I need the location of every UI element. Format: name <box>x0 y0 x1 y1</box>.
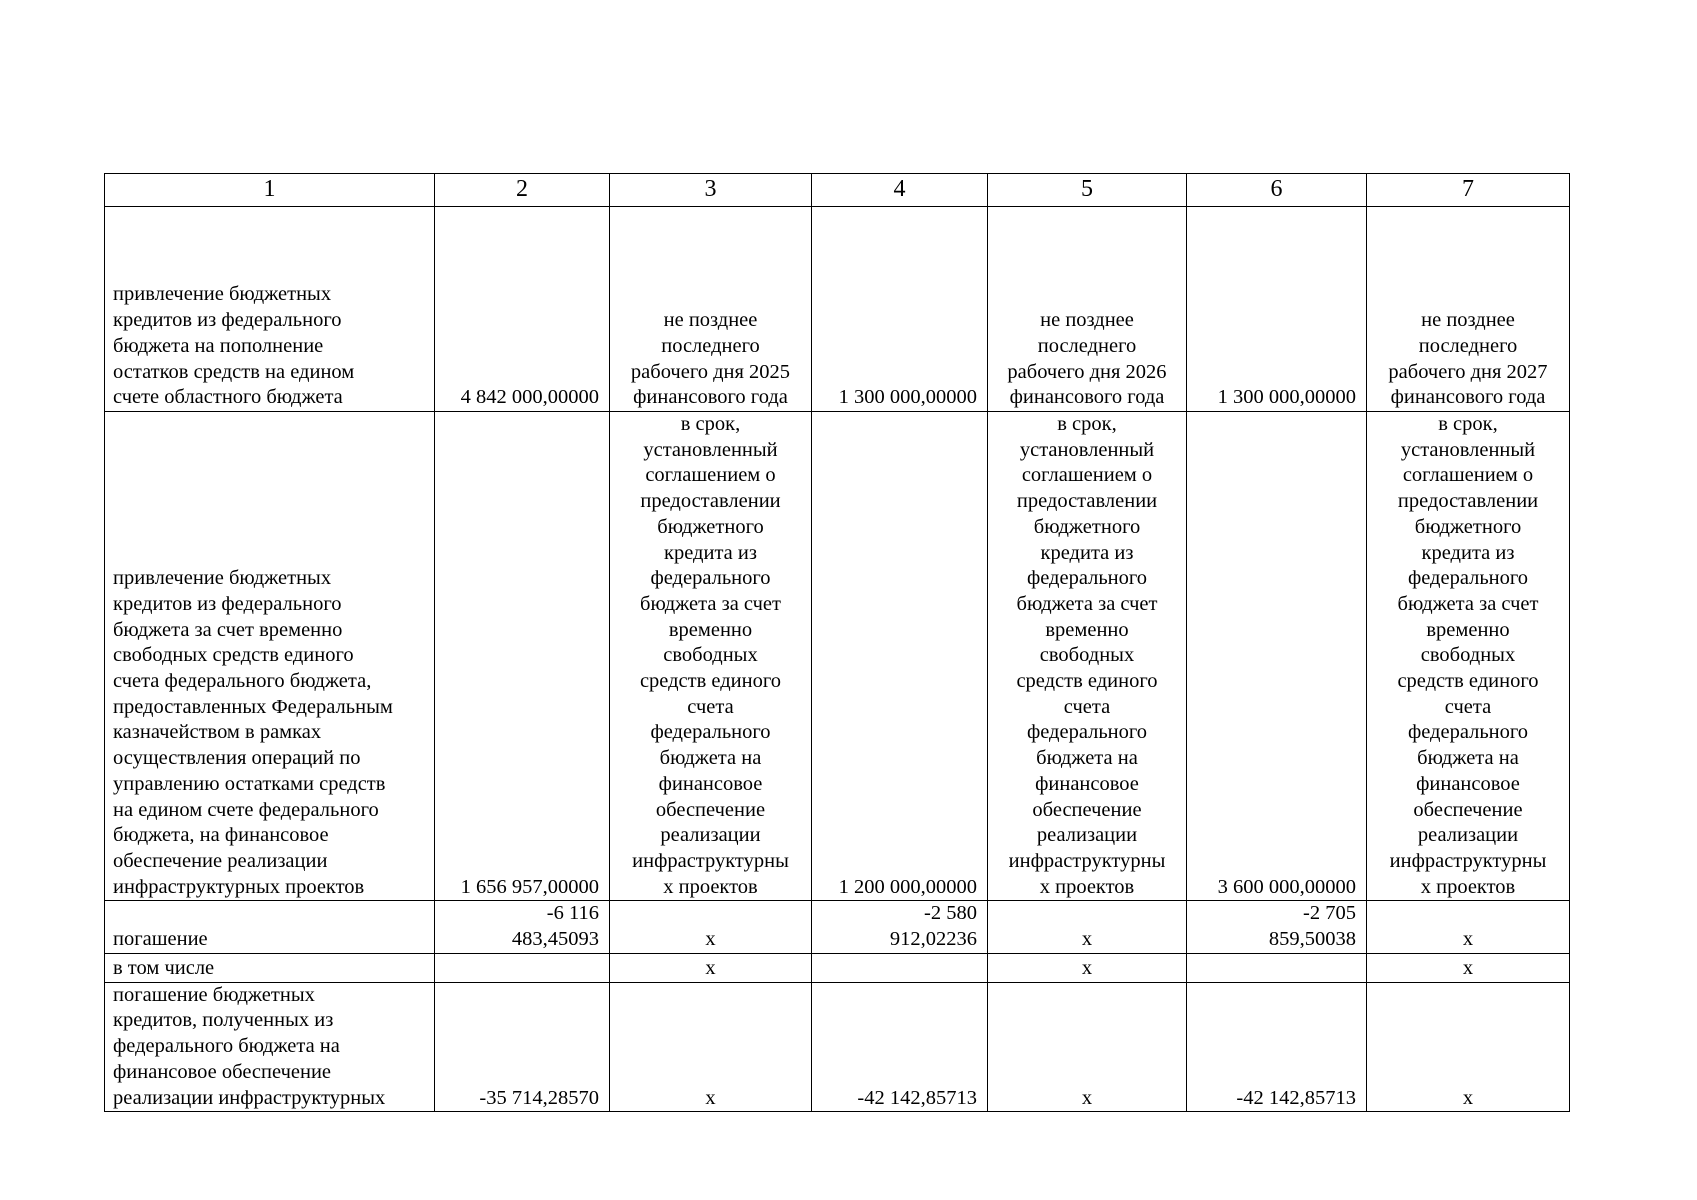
term-2025: не позднее последнего рабочего дня 2025 финансового года <box>630 309 791 409</box>
term-cell <box>1367 953 1570 982</box>
term-2025: х <box>705 928 716 951</box>
term-2027: х <box>1462 928 1474 951</box>
term-cell <box>988 901 1187 953</box>
amount-2027: -2 705 859,50038 <box>1268 902 1356 951</box>
row-name <box>105 412 435 901</box>
term-2026: х <box>1081 1086 1093 1109</box>
amount-cell <box>812 982 988 1112</box>
column-number: 5 <box>988 174 1187 207</box>
term-2027: не позднее последнего рабочего дня 2027 финансового года <box>1388 309 1548 409</box>
term-cell <box>610 901 812 953</box>
term-2026: в срок, установленный соглашением о предоставлении бюджетного кредита из федерального бюджета за счет временно свободных средств единого счета федерального бюджета на финансовое обеспечение реализации инфраструктурны х проектов <box>1008 413 1166 898</box>
term-cell <box>988 412 1187 901</box>
amount-cell <box>435 982 610 1112</box>
term-2025: х <box>705 957 716 980</box>
amount-2025: -6 116 483,45093 <box>511 902 599 951</box>
amount-cell <box>435 207 610 412</box>
term-cell <box>988 953 1187 982</box>
term-cell <box>610 207 812 412</box>
term-2027: в срок, установленный соглашением о предоставлении бюджетного кредита из федерального бюджета за счет временно свободных средств единого счета федерального бюджета на финансовое обеспечение реализации инфраструктурны х проектов <box>1389 413 1547 898</box>
term-cell <box>610 412 812 901</box>
amount-cell <box>435 412 610 901</box>
term-cell <box>1367 412 1570 901</box>
amount-cell <box>812 207 988 412</box>
table-row <box>105 953 1570 982</box>
term-cell <box>1367 982 1570 1112</box>
table-row <box>105 901 1570 953</box>
term-cell <box>1367 901 1570 953</box>
amount-2026: -2 580 912,02236 <box>889 902 977 951</box>
term-cell <box>988 207 1187 412</box>
budget-table <box>104 173 1570 1112</box>
amount-2026: -42 142,85713 <box>857 1086 977 1109</box>
column-number: 4 <box>812 174 988 207</box>
term-cell <box>610 953 812 982</box>
table-row <box>105 982 1570 1112</box>
table-row <box>105 207 1570 412</box>
amount-cell <box>812 901 988 953</box>
term-2026: не позднее последнего рабочего дня 2026 финансового года <box>1007 309 1167 409</box>
column-number: 7 <box>1367 174 1570 207</box>
row-name-text: привлечение бюджетных кредитов из федерального бюджета на пополнение остатков средств на едином счете областного бюджета <box>113 283 355 409</box>
amount-cell <box>1187 953 1367 982</box>
column-number: 6 <box>1187 174 1367 207</box>
term-2027: х <box>1462 957 1474 980</box>
term-2025: х <box>705 1086 716 1109</box>
term-cell <box>988 982 1187 1112</box>
row-name <box>105 953 435 982</box>
amount-2025: -35 714,28570 <box>479 1086 599 1109</box>
amount-cell <box>1187 982 1367 1112</box>
row-name-text: привлечение бюджетных кредитов из федерального бюджета за счет временно свободных средств единого счета федерального бюджета, предоставленных Федеральным казначейством в рамках осуществления операций по управлению остатками средств на едином счете федерального бюджета, на финансовое обеспечение реализации инфраструктурных проектов <box>113 567 393 898</box>
row-name <box>105 901 435 953</box>
column-number: 1 <box>105 174 435 207</box>
amount-2027: 1 300 000,00000 <box>1217 386 1356 409</box>
amount-cell <box>435 953 610 982</box>
amount-2027: -42 142,85713 <box>1236 1086 1356 1109</box>
amount-2027: 3 600 000,00000 <box>1217 875 1356 898</box>
term-cell <box>610 982 812 1112</box>
column-number-row <box>105 174 1570 207</box>
amount-cell <box>812 412 988 901</box>
amount-2026: 1 300 000,00000 <box>838 386 977 409</box>
term-2026: х <box>1081 928 1093 951</box>
term-2026: х <box>1081 957 1093 980</box>
row-name <box>105 982 435 1112</box>
amount-cell <box>812 953 988 982</box>
amount-cell <box>1187 207 1367 412</box>
amount-cell <box>1187 412 1367 901</box>
amount-cell <box>435 901 610 953</box>
column-number: 2 <box>435 174 610 207</box>
term-2025: в срок, установленный соглашением о предоставлении бюджетного кредита из федерального бюджета за счет временно свободных средств единого счета федерального бюджета на финансовое обеспечение реализации инфраструктурны х проектов <box>632 413 789 898</box>
amount-2025: 4 842 000,00000 <box>460 386 599 409</box>
row-name <box>105 207 435 412</box>
column-number: 3 <box>610 174 812 207</box>
row-name-text: погашение <box>113 928 208 951</box>
amount-2026: 1 200 000,00000 <box>838 875 977 898</box>
table-row <box>105 412 1570 901</box>
row-name-text: погашение бюджетных кредитов, полученных из федерального бюджета на финансовое обеспечение реализации инфраструктурных <box>113 983 386 1109</box>
term-cell <box>1367 207 1570 412</box>
amount-cell <box>1187 901 1367 953</box>
row-name-text: в том числе <box>113 957 215 980</box>
amount-2025: 1 656 957,00000 <box>460 875 599 898</box>
term-2027: х <box>1462 1086 1474 1109</box>
